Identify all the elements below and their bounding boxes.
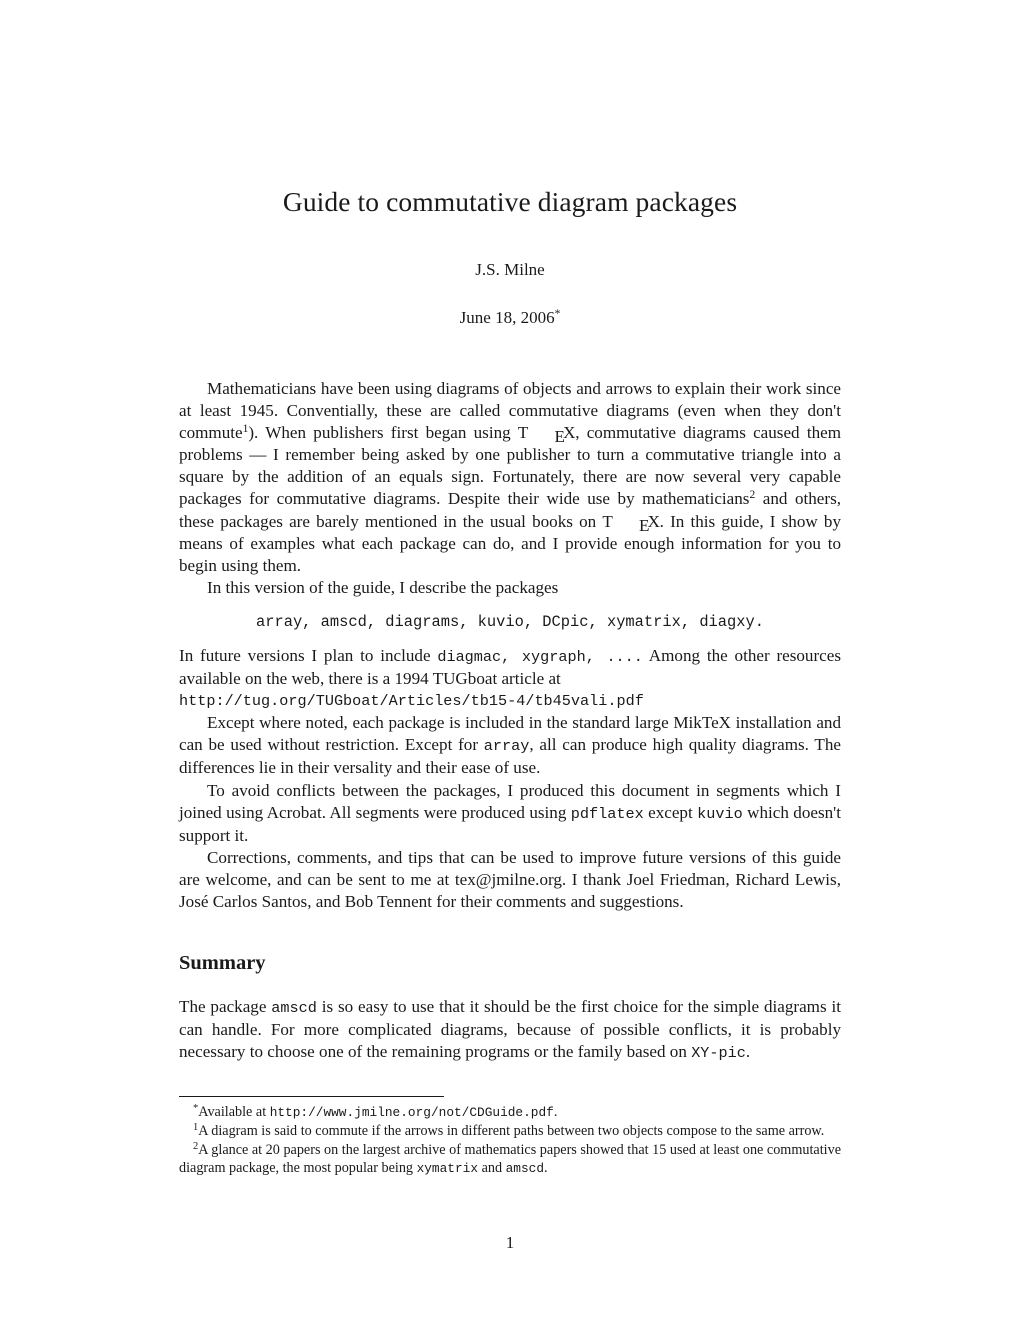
summary-text-b: is so easy to use that it should be the first choice for the simple diagrams it can handle. For more complicated diagrams, because of possible conflicts, it is probably necessary to choose one of the remaining programs or the family based on bbox=[179, 996, 841, 1061]
footnote-star bbox=[179, 1103, 841, 1122]
page-content bbox=[179, 0, 841, 1064]
footnote-two bbox=[179, 1141, 841, 1179]
tugboat-article-url[interactable]: http://tug.org/TUGboat/Articles/tb15-4/tb45vali.pdf bbox=[179, 692, 644, 711]
para-text-c: , commutative diagrams caused them problems — I remember being asked by one publisher to turn a commutative triangle into a square by the addition of an equals sign. Fortunately, there are now several very capable packages for commutative diagrams. Despite their wide use by mathematicians bbox=[179, 423, 841, 509]
para-text-b: ). When publishers first began using bbox=[248, 423, 518, 443]
amscd-code-footnote: amscd bbox=[505, 1160, 545, 1176]
future-packages-code: diagmac, xygraph, .... bbox=[437, 647, 643, 666]
footnote-ref-2: 2 bbox=[749, 489, 756, 502]
kuvio-code: kuvio bbox=[697, 804, 743, 823]
para-text-d: and others, these packages are barely mentioned in the usual books on bbox=[179, 489, 841, 531]
para-text-a: Mathematicians have been using diagrams of objects and arrows to explain their work since at least 1945. Conventially, these are called commutative diagrams (even when they don't commute bbox=[179, 379, 841, 443]
footnote-two-text-a: A glance at 20 papers on the largest archive of mathematics papers showed that 15 used at least one commutative diagram package, the most popular being bbox=[179, 1141, 841, 1176]
footnote-one bbox=[179, 1122, 841, 1140]
pdflatex-code: pdflatex bbox=[570, 804, 644, 823]
summary-text-c: . bbox=[745, 1041, 751, 1061]
footnote-star-text-a: Available at bbox=[198, 1104, 270, 1120]
conflicts-text-c: which doesn't support it. bbox=[179, 802, 841, 845]
paragraph-corrections: Corrections, comments, and tips that can be used to improve future versions of this guide are welcome, and can be sent to me at tex@jmilne.org. I thank Joel Friedman, Richard Lewis, José Carlos Santos, and Bob Tennent for their comments and suggestions. bbox=[179, 847, 841, 911]
tex-logo: T EX bbox=[517, 423, 576, 446]
footnote-two-text-c: . bbox=[544, 1159, 548, 1176]
date-footnote-marker: * bbox=[554, 308, 561, 320]
footnote-one-text: A diagram is said to commute if the arrows in different paths between two objects compose to the same arrow. bbox=[198, 1123, 825, 1140]
array-package-code: array bbox=[483, 737, 530, 756]
amscd-code: amscd bbox=[271, 998, 317, 1017]
body-text bbox=[179, 378, 841, 1064]
conflicts-text-b: except bbox=[643, 802, 698, 822]
paragraph-summary bbox=[179, 996, 841, 1064]
date-text: June 18, 2006 bbox=[459, 308, 555, 327]
tex-logo: T EX bbox=[602, 511, 660, 535]
xypic-code: XY-pic bbox=[691, 1043, 746, 1062]
footnote-ref-1: 1 bbox=[242, 423, 249, 436]
footnote-two-text-b: and bbox=[478, 1159, 506, 1176]
xymatrix-code: xymatrix bbox=[416, 1160, 479, 1176]
future-text-b: Among the other resources available on the web, there is a 1994 TUGboat article at bbox=[179, 645, 841, 689]
future-text-a: In future versions I plan to include bbox=[179, 645, 438, 665]
miktex-text-b: , all can produce high quality diagrams. The differences lie in their versality and their ease of use. bbox=[179, 735, 841, 778]
footnote-separator-rule bbox=[179, 1096, 444, 1097]
paragraph-intro bbox=[179, 378, 841, 577]
paragraph-version: In this version of the guide, I describe the packages bbox=[207, 577, 559, 597]
publication-date bbox=[179, 308, 841, 328]
section-heading-summary: Summary bbox=[179, 952, 266, 975]
paragraph-future bbox=[179, 645, 841, 690]
author-name: J.S. Milne bbox=[475, 260, 545, 279]
footnote-star-text-b: . bbox=[553, 1104, 558, 1120]
conflicts-text-a: To avoid conflicts between the packages, I produced this document in segments which I joined using Acrobat. All segments were produced using bbox=[179, 780, 841, 822]
footnote-one-marker: 1 bbox=[193, 1122, 199, 1134]
footnote-area bbox=[179, 1096, 841, 1178]
miktex-text-a: Except where noted, each package is included in the standard large MikTeX installation and can be used without restriction. Except for bbox=[179, 713, 841, 755]
footnote-two-marker: 2 bbox=[193, 1140, 199, 1152]
page-number: 1 bbox=[505, 1233, 515, 1252]
cdguide-url[interactable]: http://www.jmilne.org/not/CDGuide.pdf bbox=[269, 1105, 554, 1120]
paragraph-miktex bbox=[179, 712, 841, 779]
para-text-e: . In this guide, I show by means of examples what each package can do, and I provide enough information for you to begin using them. bbox=[179, 511, 841, 575]
page-title: Guide to commutative diagram packages bbox=[282, 186, 738, 217]
package-list: array, amscd, diagrams, kuvio, DCpic, xymatrix, diagxy. bbox=[256, 612, 764, 631]
summary-text-a: The package bbox=[179, 996, 272, 1016]
footnote-star-marker: * bbox=[193, 1103, 199, 1114]
paragraph-conflicts bbox=[179, 780, 841, 847]
